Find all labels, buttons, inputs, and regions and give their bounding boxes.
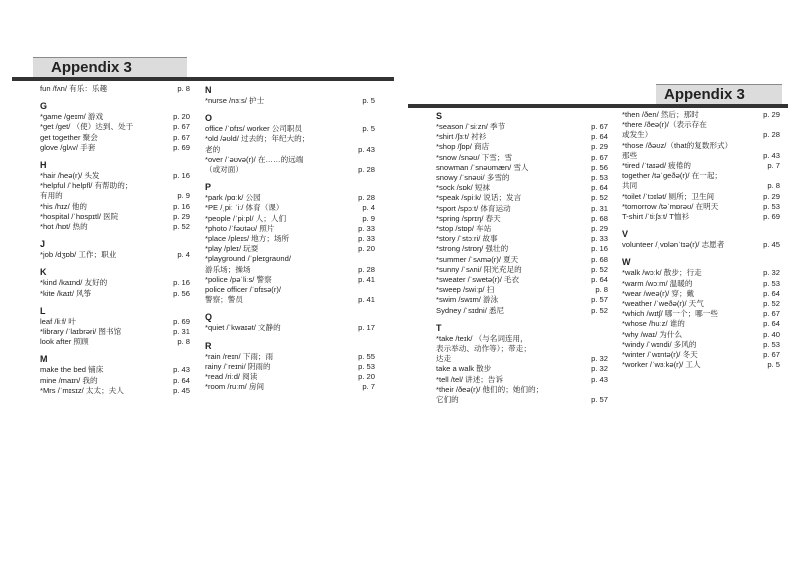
glossary-entry [436,275,608,285]
page-reference: p. 17 [358,323,375,333]
entry-text: *game /geɪm/ 游戏 [40,112,104,122]
letter-heading: M [40,354,48,365]
entry-text: *hair /heə(r)/ 头发 [40,171,100,181]
page-reference: p. 33 [358,234,375,244]
page-reference: p. 29 [173,211,190,221]
glossary-entry [205,203,375,213]
page-reference: p. 45 [173,385,190,395]
entry-text: snowman /ˈsnəʊmæn/ 雪人 [436,162,529,172]
page-reference: p. 33 [358,223,375,233]
glossary-entry [40,386,190,396]
glossary-entry [622,299,780,309]
entry-text: *room /ruːm/ 房间 [205,382,265,392]
page-reference: p. 67 [173,132,190,142]
glossary-entry [622,181,780,191]
page-reference: p. 16 [173,201,190,211]
glossary-entry [205,134,375,144]
page-reference: p. 28 [358,165,375,175]
page-reference: p. 7 [767,161,780,171]
entry-text: *sweep /swiːp/ 扫 [436,285,495,295]
page-reference: p. 56 [173,288,190,298]
glossary-entry [436,193,608,203]
page-reference: p. 28 [358,264,375,274]
page-reference: p. 64 [591,183,608,193]
page-reference: p. 68 [591,213,608,223]
page-reference: p. 52 [173,222,190,232]
glossary-entry [205,265,375,275]
glossary-entry [40,122,190,132]
glossary-entry [622,289,780,299]
glossary-entry [40,84,190,94]
page-reference: p. 33 [591,234,608,244]
entry-text: 共同 [622,181,638,191]
glossary-entry [40,365,190,375]
glossary-entry [622,141,780,151]
entry-text: *play /pleɪ/ 玩耍 [205,244,259,254]
page-reference: p. 20 [358,244,375,254]
letter-heading: W [622,257,631,268]
glossary-entry [436,224,608,234]
appendix-header-left [33,57,187,78]
glossary-entry [205,234,375,244]
page-reference: p. 64 [591,275,608,285]
page-reference: p. 69 [763,212,780,222]
page-reference: p. 16 [591,244,608,254]
entry-text: *walk /wɔːk/ 散步；行走 [622,268,702,278]
glossary-entry [622,268,780,278]
glossary-entry [40,133,190,143]
entry-text: *why /waɪ/ 为什么 [622,329,683,339]
entry-text: *winter /ˈwɪntə(r)/ 冬天 [622,350,698,360]
entry-text: *then /ðen/ 然后；那时 [622,110,699,119]
page-reference: p. 64 [173,375,190,385]
page-reference: p. 8 [595,285,608,295]
page-reference: p. 29 [763,110,780,119]
entry-text: office /ˈɒfɪs/ worker 公司职员 [205,124,303,134]
entry-text: *take /teɪk/ （与名词连用， [436,333,528,343]
glossary-entry [205,224,375,234]
page-reference: p. 67 [591,122,608,131]
letter-heading: V [622,229,629,240]
glossary-entry [622,330,780,340]
entry-text: *snow /snəʊ/ 下雪；雪 [436,152,513,162]
entry-text: 达走 [436,354,452,364]
page-reference: p. 64 [763,288,780,298]
entry-text: *story /ˈstɔːri/ 故事 [436,234,498,244]
page-reference: p. 67 [763,350,780,360]
glossary-entry [436,265,608,275]
entry-text: T-shirt /ˈtiːʃɜːt/ T恤衫 [622,212,690,222]
right-page [400,0,800,566]
entry-text: *stop /stɒp/ 车站 [436,224,492,234]
glossary-entry [622,309,780,319]
page-reference: p. 53 [591,173,608,183]
glossary-entry [436,163,608,173]
entry-text: *rain /reɪn/ 下雨；雨 [205,351,274,361]
appendix-title: Appendix 3 [51,59,132,76]
page-reference: p. 31 [591,203,608,213]
entry-text: *toilet /ˈtɔɪlət/ 厕所；卫生间 [622,191,715,201]
entry-text: *sport /spɔːt/ 体育运动 [436,203,511,213]
page-reference: p. 43 [173,365,190,375]
page-reference: p. 29 [763,191,780,201]
page-reference: p. 4 [177,250,190,260]
glossary-entry [436,122,608,132]
glossary-column-right-1 [436,110,608,405]
header-rule-left [12,77,394,81]
glossary-entry [205,145,375,155]
glossary-entry [436,395,608,405]
entry-text: make the bed 铺床 [40,365,104,375]
letter-heading: G [40,101,48,112]
letter-heading: K [40,267,47,278]
page-reference: p. 53 [763,339,780,349]
entry-text: leaf /liːf/ 叶 [40,316,76,326]
glossary-entry [436,153,608,163]
glossary-entry [205,193,375,203]
letter-heading: S [436,111,443,121]
glossary-column-left-2 [205,84,375,392]
page-reference: p. 32 [763,268,780,278]
entry-text: 老的 [205,144,221,154]
page-reference: p. 41 [358,274,375,284]
glossary-entry [205,295,375,305]
glossary-entry [622,110,780,120]
letter-heading: P [205,182,212,193]
page-reference: p. 67 [591,152,608,162]
page-reference: p. 29 [591,142,608,152]
page-reference: p. 67 [173,122,190,132]
glossary-entry [622,202,780,212]
appendix-title: Appendix 3 [664,86,745,103]
entry-text: *library /ˈlaɪbrəri/ 图书馆 [40,327,122,337]
glossary-entry [205,124,375,134]
entry-text: *tired /ˈtaɪəd/ 疲倦的 [622,161,691,171]
entry-text: rainy /ˈreɪni/ 阴雨的 [205,361,271,371]
entry-text: 表示举动、动作等）；带走； [436,344,531,354]
glossary-column-left-1 [40,84,190,396]
glossary-entry [205,96,375,106]
glossary-entry [622,279,780,289]
page-reference: p. 45 [763,240,780,250]
entry-text: 或发生） [622,130,653,140]
page-reference: p. 69 [173,142,190,152]
entry-text: 有用的 [40,191,63,201]
page-reference: p. 52 [591,305,608,315]
entry-text: fun /fʌn/ 有乐：乐趣 [40,84,108,93]
glossary-entry [622,212,780,222]
entry-text: *tomorrow /təˈmɒrəʊ/ 在明天 [622,201,719,211]
glossary-entry [40,112,190,122]
entry-text: *his /hɪz/ 他的 [40,201,88,211]
entry-text: volunteer /ˌvɒlənˈtɪə(r)/ 志愿者 [622,240,725,250]
glossary-entry [436,183,608,193]
glossary-entry [436,204,608,214]
glossary-entry [436,173,608,183]
entry-text: *warm /wɔːm/ 温暖的 [622,278,693,288]
glossary-entry [622,161,780,171]
entry-text: *get /get/ （使）达到、处于 [40,122,134,132]
page-reference: p. 5 [362,96,375,105]
page-reference: p. 9 [362,213,375,223]
entry-text: *shop /ʃɒp/ 商店 [436,142,490,152]
header-rule-right [408,104,788,108]
page-reference: p. 4 [362,203,375,213]
entry-text: *kind /kaɪnd/ 友好的 [40,278,108,288]
glossary-entry [205,362,375,372]
letter-heading: O [205,113,213,124]
page-reference: p. 52 [591,193,608,203]
page-reference: p. 20 [173,112,190,122]
glossary-entry [436,255,608,265]
entry-text: *kite /kaɪt/ 风筝 [40,288,92,298]
glossary-column-right-2 [622,110,780,370]
glossary-entry [436,285,608,295]
entry-text: *quiet /ˈkwaɪət/ 文静的 [205,323,281,333]
letter-heading: T [436,322,442,333]
entry-text: *people /ˈpiːpl/ 人；人们 [205,213,287,223]
page-reference: p. 43 [591,374,608,384]
glossary-entry [205,382,375,392]
page-reference: p. 16 [173,171,190,181]
glossary-entry [40,337,190,347]
glossary-entry [205,285,375,295]
page-reference: p. 8 [177,337,190,347]
entry-text: *park /pɑːk/ 公园 [205,193,261,203]
page-reference: p. 68 [591,254,608,264]
page-reference: p. 16 [173,278,190,288]
entry-text: *over /ˈəʊvə(r)/ 在……的远端 [205,154,304,164]
glossary-entry [436,334,608,344]
glossary-entry [40,317,190,327]
glossary-entry [622,192,780,202]
entry-text: mine /maɪn/ 我的 [40,375,98,385]
entry-text: *nurse /nɜːs/ 护士 [205,96,265,105]
entry-text: *hot /hɒt/ 热的 [40,222,88,232]
page-reference: p. 57 [591,295,608,305]
entry-text: *job /dʒɒb/ 工作；职业 [40,250,117,260]
glossary-entry [205,214,375,224]
letter-heading: N [205,85,212,95]
letter-heading: Q [205,312,213,323]
glossary-entry [40,289,190,299]
glossary-entry [436,344,608,354]
page-reference: p. 9 [177,191,190,201]
glossary-entry [40,376,190,386]
page-reference: p. 31 [173,327,190,337]
entry-text: *spring /sprɪŋ/ 春天 [436,213,501,223]
page-reference: p. 43 [763,150,780,160]
glossary-entry [436,214,608,224]
glossary-entry [622,130,780,140]
glossary-entry [40,191,190,201]
page-reference: p. 7 [362,382,375,392]
entry-text: *sock /sɒk/ 短袜 [436,183,491,193]
glossary-entry [40,278,190,288]
glossary-entry [205,165,375,175]
entry-text: *Mrs /ˈmɪsɪz/ 太太；夫人 [40,385,124,395]
page-reference: p. 52 [591,264,608,274]
page-reference: p. 8 [767,181,780,191]
glossary-entry [622,240,780,250]
glossary-entry [205,244,375,254]
page-reference: p. 53 [358,361,375,371]
entry-text: （或对面） [205,165,243,175]
entry-text: *shirt /ʃɜːt/ 衬衫 [436,132,487,142]
entry-text: *windy /ˈwɪndi/ 多风的 [622,339,697,349]
page-reference: p. 28 [763,130,780,140]
entry-text: Sydney /ˈsɪdni/ 悉尼 [436,305,505,315]
entry-text: 那些 [622,150,638,160]
glossary-entry [40,327,190,337]
letter-heading: L [40,305,46,316]
glossary-entry [622,120,780,130]
glossary-entry [40,143,190,153]
entry-text: *those /ðəʊz/（that的复数形式） [622,140,733,150]
page-reference: p. 5 [362,124,375,134]
entry-text: *strong /strɒŋ/ 强壮的 [436,244,509,254]
entry-text: *worker /ˈwɜːkə(r)/ 工人 [622,360,701,370]
entry-text: *helpful /ˈhelpfl/ 有帮助的； [40,181,133,191]
page-reference: p. 53 [763,278,780,288]
page-reference: p. 5 [767,360,780,370]
entry-text: *read /riːd/ 阅读 [205,372,258,382]
page-reference: p. 69 [173,316,190,326]
entry-text: *their /ðeə(r)/ 他们的；她们的； [436,384,544,394]
page-reference: p. 41 [358,295,375,305]
page-reference: p. 57 [591,395,608,405]
entry-text: take a walk 散步 [436,364,492,374]
page-reference: p. 28 [358,193,375,203]
page-reference: p. 29 [591,224,608,234]
glossary-entry [622,360,780,370]
page-reference: p. 53 [763,201,780,211]
glossary-entry [40,202,190,212]
letter-heading: R [205,340,212,351]
page-reference: p. 43 [358,144,375,154]
glossary-entry [205,254,375,264]
entry-text: *weather /ˈweðə(r)/ 天气 [622,299,704,309]
page-reference: p. 52 [763,299,780,309]
entry-text: 它们的 [436,395,459,405]
entry-text: *playground /ˈpleɪɡraʊnd/ [205,254,291,264]
entry-text: snowy /ˈsnəʊi/ 多雪的 [436,173,510,183]
entry-text: *police /pəˈliːs/ 警察 [205,274,272,284]
glossary-entry [205,275,375,285]
entry-text: *there /ðeə(r)/（表示存在 [622,120,707,130]
glossary-entry [40,181,190,191]
glossary-entry [205,155,375,165]
page-reference: p. 8 [177,84,190,93]
glossary-entry [40,212,190,222]
entry-text: *place /pleɪs/ 地方；场所 [205,234,290,244]
glossary-entry [205,323,375,333]
entry-text: *tell /tel/ 讲述；告诉 [436,374,504,384]
entry-text: *sunny /ˈsʌni/ 阳光充足的 [436,264,522,274]
glossary-entry [622,340,780,350]
entry-text: *photo /ˈfəʊtəʊ/ 照片 [205,223,275,233]
entry-text: together /təˈɡeðə(r)/ 在一起； [622,171,723,181]
glossary-entry [40,250,190,260]
glossary-entry [436,234,608,244]
glossary-entry [436,354,608,364]
page-reference: p. 55 [358,351,375,361]
glossary-entry [205,372,375,382]
glossary-entry [436,364,608,374]
page-reference: p. 32 [591,354,608,364]
glossary-entry [622,319,780,329]
entry-text: *wear /weə(r)/ 穿；戴 [622,288,695,298]
glossary-entry [622,350,780,360]
entry-text: 警察；警员 [205,295,243,305]
entry-text: *old /əʊld/ 过去的；年纪大的； [205,134,310,144]
glossary-entry [436,375,608,385]
entry-text: *summer /ˈsʌmə(r)/ 夏天 [436,254,519,264]
glossary-entry [436,306,608,316]
entry-text: glove /glʌv/ 手套 [40,142,96,152]
entry-text: get together 聚会 [40,132,98,142]
entry-text: *sweater /ˈswetə(r)/ 毛衣 [436,275,520,285]
entry-text: *swim /swɪm/ 游泳 [436,295,499,305]
page-reference: p. 40 [763,329,780,339]
entry-text: *season /ˈsiːzn/ 季节 [436,122,506,131]
entry-text: *PE /ˌpiː ˈiː/ 体育（课） [205,203,284,213]
glossary-entry [622,171,780,181]
page-reference: p. 64 [763,319,780,329]
glossary-entry [40,222,190,232]
entry-text: *hospital /ˈhɒspɪtl/ 医院 [40,211,119,221]
page-reference: p. 56 [591,162,608,172]
glossary-entry [436,244,608,254]
glossary-entry [436,385,608,395]
entry-text: *speak /spiːk/ 说话；发言 [436,193,522,203]
glossary-entry [205,352,375,362]
page-reference: p. 67 [763,309,780,319]
entry-text: *whose /huːz/ 谁的 [622,319,685,329]
glossary-entry [436,295,608,305]
glossary-entry [40,171,190,181]
page-reference: p. 64 [591,132,608,142]
glossary-entry [436,142,608,152]
entry-text: police officer /ˈɒfɪsə(r)/ [205,285,281,295]
entry-text: *which /wɪtʃ/ 哪一个；哪一些 [622,309,718,319]
page-reference: p. 20 [358,372,375,382]
glossary-entry [622,151,780,161]
letter-heading: J [40,239,46,250]
appendix-header-right [656,84,782,105]
entry-text: 游乐场；操场 [205,264,251,274]
letter-heading: H [40,160,47,171]
glossary-entry [436,132,608,142]
page-reference: p. 32 [591,364,608,374]
entry-text: look after 照顾 [40,337,89,347]
